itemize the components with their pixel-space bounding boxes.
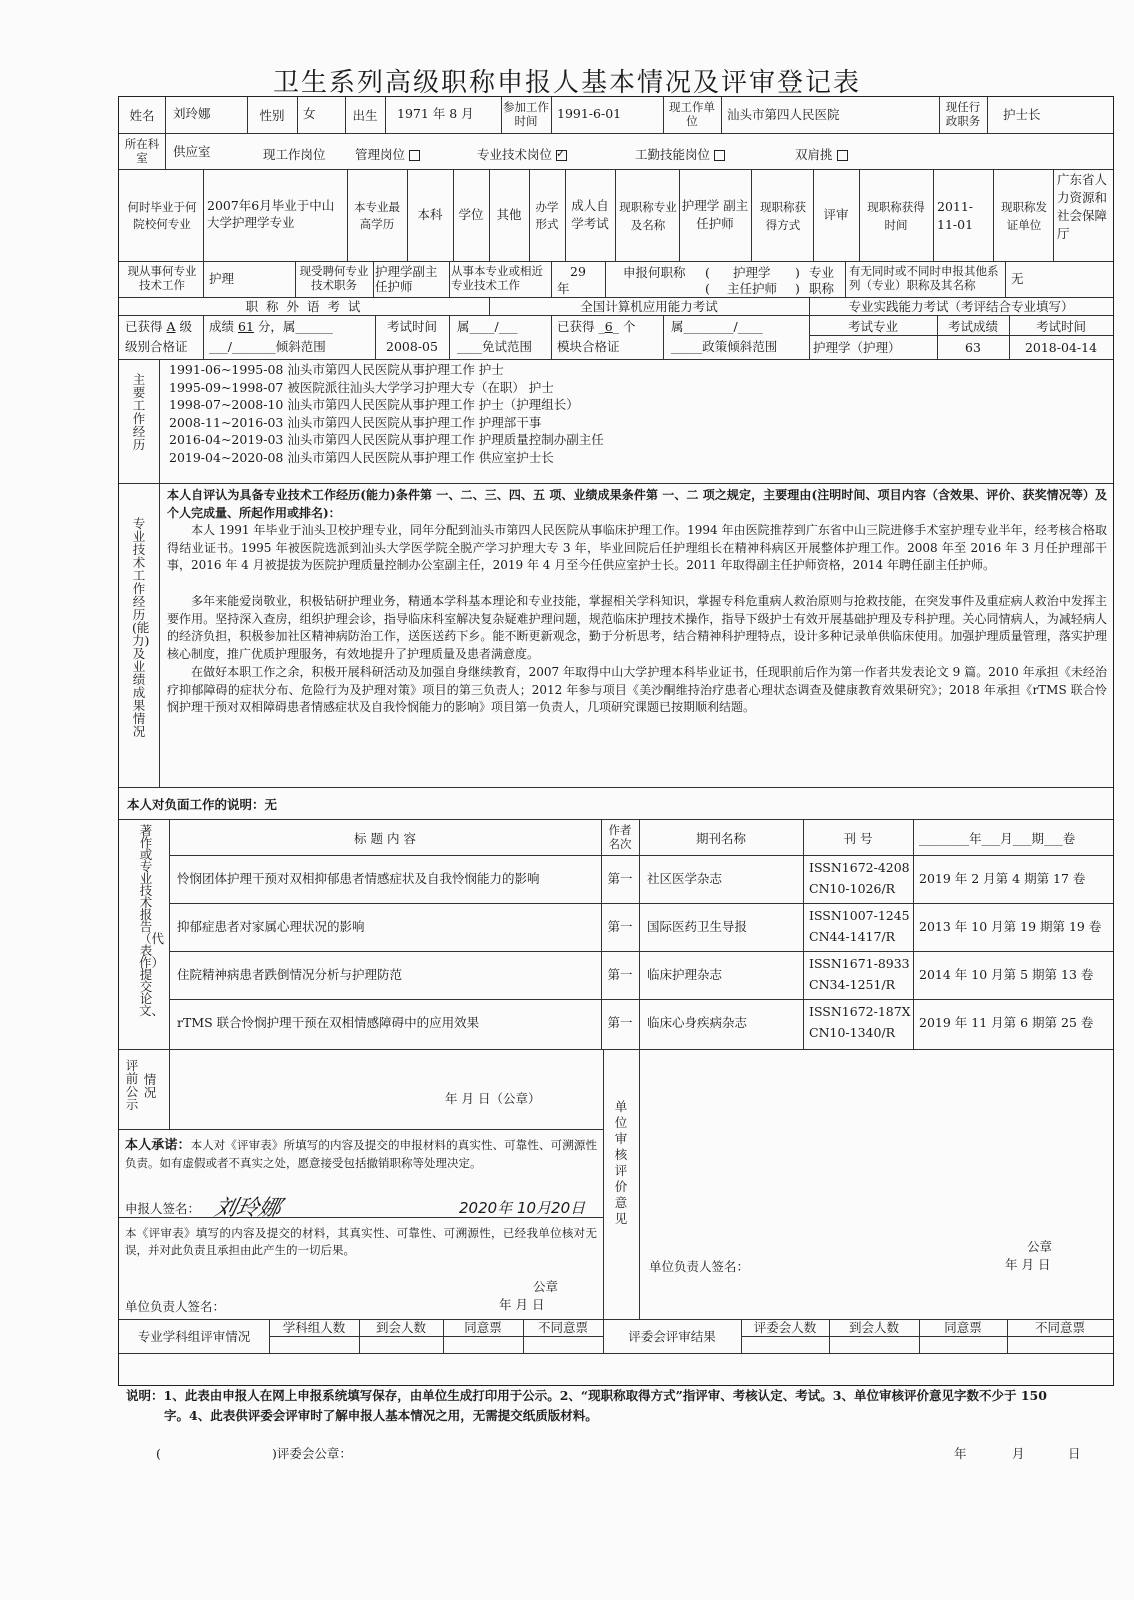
- group-review-col: 到会人数: [375, 1320, 426, 1335]
- divider: [119, 819, 1113, 820]
- lang-grade-level: A: [166, 319, 176, 334]
- divider: [603, 1049, 604, 1319]
- committee-review-label: 评委会评审结果: [628, 1329, 716, 1344]
- publicity-date: 年 月 日（公章）: [445, 1091, 541, 1106]
- obtain-method-value: 评审: [823, 207, 849, 222]
- papers-label: 著作或专业技术报告（代表作）提交论文、: [139, 823, 165, 1018]
- experience-item: 1998-07~2008-10 汕头市第四人民医院从事护理工作 护士（护理组长）: [169, 397, 579, 412]
- practice-major-label: 考试专业: [847, 319, 898, 334]
- divider: [159, 483, 160, 787]
- computer-modules: 已获得 _6_ 个: [557, 319, 636, 334]
- unit-review-seal: 公章: [1027, 1239, 1053, 1254]
- computer-policy-prefix: 属: [671, 319, 684, 334]
- other-series-value: 无: [1011, 271, 1024, 286]
- divider: [993, 169, 994, 261]
- post-option-label: 双肩挑: [795, 147, 833, 162]
- dept-value: 供应室: [173, 144, 211, 159]
- paper-header-issn: 刊 号: [843, 831, 873, 846]
- computer-exam-header: 全国计算机应用能力考试: [580, 299, 718, 314]
- apply-major-suffix: 专业: [809, 265, 835, 280]
- divider: [119, 787, 1113, 788]
- name-label: 姓名: [129, 108, 155, 123]
- divider: [639, 1049, 640, 1319]
- practice-time-label: 考试时间: [1035, 319, 1086, 334]
- divider: [385, 97, 386, 133]
- divider: [119, 261, 1113, 262]
- lang-tilt-label: 倾斜范围: [275, 339, 326, 354]
- graduation-value: 2007年6月毕业于中山大学护理学专业: [207, 198, 335, 230]
- divider: [295, 261, 296, 297]
- practice-exam-header: 专业实践能力考试（考评结合专业填写）: [848, 299, 1074, 314]
- computer-prefix: 已获得: [557, 319, 595, 334]
- divider: [501, 97, 502, 133]
- footer-year: 年: [954, 1446, 967, 1461]
- hired-value: 护理学副主任护师: [375, 264, 438, 294]
- footer-paren-open: (: [156, 1446, 161, 1461]
- experience-item: 2019-04~2020-08 汕头市第四人民医院从事护理工作 供应室护士长: [169, 449, 554, 465]
- committee-review-col: 同意票: [944, 1320, 982, 1335]
- birth-value: 1971 年 8 月: [397, 106, 474, 121]
- lang-exempt-label: 免试范围: [482, 339, 533, 354]
- divider: [679, 169, 680, 261]
- post-option-skilled[interactable]: [635, 147, 725, 162]
- apply-major-close: ): [795, 265, 800, 280]
- paper-title: 抑郁症患者对家属心理状况的影响: [177, 919, 365, 934]
- paper-header-rank: 作者名次: [608, 823, 632, 851]
- divider: [1053, 169, 1054, 261]
- paper-issn-secondary: CN10-1340/R: [809, 1025, 896, 1040]
- lang-grade: [125, 319, 192, 334]
- apply-title-open: (: [705, 281, 710, 296]
- divider: [987, 97, 988, 133]
- unit-review-label: 单位审核评价意见: [614, 1099, 628, 1226]
- checkbox-checked-icon[interactable]: [556, 150, 567, 161]
- post-option-technical[interactable]: [477, 147, 567, 162]
- issuer-value: 广东省人力资源和社会保障厅: [1057, 172, 1108, 241]
- divider: [203, 315, 204, 359]
- unit-review-sign-label: 单位负责人签名：: [649, 1259, 750, 1274]
- applicant-signature: 刘玲娜: [211, 1196, 284, 1221]
- experience-label: 主要工作经历: [132, 372, 146, 452]
- group-review-label: 专业学科组评审情况: [137, 1329, 251, 1344]
- applicant-sign-label: 申报人签名：: [125, 1201, 201, 1216]
- divider: [939, 97, 940, 133]
- divider: [721, 97, 722, 133]
- divider: [529, 169, 530, 261]
- post-label: 现工作岗位: [263, 147, 326, 162]
- divider: [119, 133, 1113, 134]
- computer-suffix: 个: [622, 319, 636, 334]
- unit-pledge-sign-label: 单位负责人签名：: [125, 1299, 226, 1314]
- notes-line: 字。4、此表供评委会评审时了解申报人基本情况之用，无需提交纸质版材料。: [164, 1408, 598, 1423]
- lang-grade-cert: 级别合格证: [125, 339, 188, 354]
- pledge-body: 本人对《评审表》所填写的内容及提交的申报材料的真实性、可靠性、可溯源性负责。如有虚假或者不真实之处，愿意接受包括撤销职称等处理决定。: [125, 1138, 597, 1170]
- divider: [169, 819, 170, 1049]
- applicant-sign-date: 2020年 10月20日: [459, 1199, 586, 1217]
- divider: [119, 359, 1113, 360]
- checkbox-icon[interactable]: [837, 150, 848, 161]
- divider: [347, 169, 348, 261]
- post-option-label: 管理岗位: [355, 147, 406, 162]
- paper-header-issue: ________年___月___期___卷: [919, 831, 1076, 846]
- committee-review-col: 不同意票: [1034, 1320, 1085, 1335]
- paper-issn-primary: ISSN1672-187X: [809, 1004, 911, 1019]
- apply-major-open: (: [705, 265, 710, 280]
- divider: [449, 315, 450, 359]
- divider: [639, 819, 640, 1049]
- issuer-label: 现职称发证单位: [1001, 200, 1047, 232]
- paper-issn-secondary: CN10-1026/R: [809, 881, 896, 896]
- practice-major-value: 护理学（护理）: [813, 340, 901, 355]
- divider: [119, 483, 1113, 484]
- experience-item: 2008-11~2016-03 汕头市第四人民医院从事护理工作 护理部干事: [169, 414, 542, 430]
- apply-label: 申报何职称: [623, 265, 686, 280]
- unit-pledge: 本《评审表》填写的内容及提交的材料，其真实性、可靠性、可溯源性，已经我单位核对无误，并对此负责且承担由此产生的一切后果。: [125, 1226, 597, 1257]
- dept-label: 所在科室: [124, 137, 160, 165]
- obtain-time-label: 现职称获得时间: [867, 200, 925, 232]
- post-option-dual[interactable]: [795, 147, 848, 162]
- experience-item: 2016-04~2019-03 汕头市第四人民医院从事护理工作 护理质量控制办副主任: [169, 432, 604, 447]
- lang-score-value: 61: [238, 319, 254, 334]
- group-review-col: 同意票: [464, 1320, 502, 1335]
- experience-list: [169, 361, 604, 466]
- other-series-label: 有无同时或不同时申报其他系列（专业）职称及其名称: [849, 264, 999, 292]
- lang-grade-prefix: 已获得: [125, 319, 163, 334]
- notes-line: 说明：1、此表由申报人在网上申报系统填写保存，由单位生成打印用于公示。2、“现职称取得方式”指评审、考核认定、考试。3、单位审核评价意见字数不少于 150: [126, 1388, 1047, 1403]
- divider: [119, 1353, 1113, 1354]
- divider: [373, 261, 374, 297]
- divider: [119, 1049, 1113, 1050]
- paper-rank: 第一: [607, 967, 633, 982]
- birth-label: 出生: [352, 108, 378, 123]
- paper-rank: 第一: [607, 871, 633, 886]
- footer-committee-seal: )评委会公章：: [272, 1446, 352, 1461]
- paper-issn: [809, 953, 910, 995]
- divider: [663, 97, 664, 133]
- paper-title: 怜悯团体护理干预对双相抑郁患者情感症状及自我怜悯能力的影响: [177, 871, 540, 886]
- apply-title-close: ): [795, 281, 800, 296]
- current-title-value: 护理学 副主任护师: [681, 198, 749, 231]
- checkbox-icon[interactable]: [714, 150, 725, 161]
- divider: [551, 315, 552, 359]
- name-value: 刘玲娜: [173, 106, 211, 121]
- practice-score-label: 考试成绩: [947, 319, 998, 334]
- degree-label: 学位: [458, 207, 484, 222]
- group-review-col: 不同意票: [537, 1320, 588, 1335]
- lang-time-label: 考试时间: [386, 319, 437, 334]
- divider: [449, 261, 450, 297]
- achievements-paragraph: 多年来能爱岗敬业，积极钻研护理业务，精通本学科基本理论和专业技能，掌握相关学科知识，掌握专科危重病人救治原则与抢救技能，在突发事件及重症病人救治中发挥主要作用。坚持深入查房，组织护理会诊，指导临床科室解决复杂疑难护理问题，规范临床护理技术操作，指导下级护士有效开展基础护理及专科护理。关心同情病人，为减轻病人的经济负担，积极参加社区精神病防治工作，送医送药下乡。能不断更新观念，勤于分析思考，结合精神科护理特点，设计多种记录单供临床使用。加强护理质量管理，落实护理核心制度，推广优质护理服务，有效地提升了护理质量及患者满意度。: [167, 594, 1107, 661]
- registration-form: [118, 96, 1114, 1386]
- computer-cert: 模块合格证: [557, 339, 620, 354]
- practice-time-value: 2018-04-14: [1024, 340, 1098, 355]
- divider: [615, 169, 616, 261]
- divider: [809, 335, 1113, 336]
- divider: [565, 169, 566, 261]
- paper-header-title: 标 题 内 容: [354, 831, 416, 846]
- divider: [859, 169, 860, 261]
- experience-item: 1995-09~1998-07 被医院派往汕头大学学习护理大专（在职） 护士: [169, 379, 554, 395]
- lang-grade-suffix: 级: [179, 319, 193, 334]
- paper-issn-secondary: CN34-1251/R: [809, 977, 896, 992]
- publicity-label: 评前公示: [125, 1058, 139, 1112]
- divider: [119, 169, 1113, 170]
- paper-issue: 2013 年 10 月第 19 期第 19 卷: [919, 919, 1102, 934]
- current-title-label: 现职称专业及名称: [619, 200, 677, 232]
- graduation-label: 何时毕业于何院校何专业: [127, 200, 197, 231]
- study-mode-label: 办学形式: [535, 200, 559, 231]
- unit-review-date: 年 月 日: [1005, 1257, 1051, 1272]
- lang-score-prefix: 成绩: [209, 319, 235, 334]
- pledge-heading: 本人承诺：: [125, 1138, 191, 1153]
- divider: [551, 97, 552, 133]
- divider: [165, 133, 166, 169]
- apply-title-suffix: 职称: [809, 281, 835, 296]
- paper-issue: 2014 年 10 月第 5 期第 13 卷: [919, 967, 1094, 982]
- lang-exempt: 属____/___: [457, 319, 518, 334]
- experience-item: 1991-06~1995-08 汕头市第四人民医院从事护理工作 护士: [169, 362, 504, 377]
- page-title: 卫生系列高级职称申报人基本情况及评审登记表: [272, 68, 861, 98]
- divider: [1005, 261, 1006, 297]
- education-value: 本科: [417, 207, 443, 222]
- paper-title: 住院精神病患者跌倒情况分析与护理防范: [177, 967, 403, 982]
- unit-value: 汕头市第四人民医院: [727, 107, 840, 122]
- work-start-label: 参加工作时间: [503, 100, 549, 128]
- divider: [845, 261, 846, 297]
- paper-issue: 2019 年 2 月第 4 期第 17 卷: [919, 871, 1086, 886]
- post-option-label: 工勤技能岗位: [635, 147, 711, 162]
- paper-issn-primary: ISSN1007-1245: [809, 908, 910, 923]
- divider: [119, 315, 1113, 316]
- divider: [741, 1336, 1113, 1337]
- divider: [751, 169, 752, 261]
- paper-rank: 第一: [607, 919, 633, 934]
- achievements-intro: 本人自评认为具备专业技术工作经历(能力)条件第 一、二、三、四、五 项、业绩成果条件第 一、二 项之规定，主要理由(注明时间、项目内容（含效果、评价、获奖情况等）及个人完成量、所起作用或排名)：: [167, 488, 1107, 520]
- degree-value: 其他: [496, 207, 522, 222]
- education-label: 本专业最高学历: [354, 200, 400, 231]
- publicity-label-b: 情况: [143, 1072, 157, 1100]
- paper-issn-primary: ISSN1672-4208: [809, 860, 910, 875]
- paper-title: rTMS 联合怜悯护理干预在双相情感障碍中的应用效果: [177, 1015, 480, 1030]
- achievements-label: 专业技术工作经历(能力)及业绩成果情况: [132, 516, 150, 739]
- unit-label: 现工作单位: [669, 100, 715, 128]
- computer-count: 6: [604, 319, 613, 334]
- paper-issn-secondary: CN44-1417/R: [809, 929, 896, 944]
- unit-pledge-seal: 公章: [533, 1279, 559, 1294]
- lang-score: 成绩 61 分，属______: [209, 319, 333, 334]
- paper-issue: 2019 年 11 月第 6 期第 25 卷: [919, 1015, 1094, 1030]
- years-unit: 年: [557, 281, 570, 296]
- divider: [165, 97, 166, 133]
- divider: [119, 1129, 603, 1130]
- lang-score-suffix: 分，属: [257, 319, 296, 334]
- post-option-management[interactable]: [355, 147, 420, 162]
- committee-review-col: 评委会人数: [753, 1320, 817, 1335]
- divider: [203, 169, 204, 261]
- years-value: 29: [570, 264, 586, 279]
- obtain-time-value: 2011-11-01: [937, 199, 974, 232]
- divider: [159, 359, 160, 483]
- paper-header-journal: 期刊名称: [695, 831, 746, 846]
- profession-label: 现从事何专业技术工作: [127, 264, 197, 292]
- computer-policy-range: _____政策倾斜范围: [671, 339, 778, 354]
- divider: [605, 261, 606, 297]
- lang-tilt: ___/_______倾斜范围: [209, 339, 326, 354]
- group-review-col: 学科组人数: [282, 1320, 346, 1335]
- achievements-paragraph: 在做好本职工作之余，积极开展科研活动及加强自身继续教育，2007 年取得中山大学护理本科毕业证书，任现职前后作为第一作者共发表论文 9 篇。2010 年承担《未经治疗抑郁障碍的症状分布、危险行为及护理对策》项目的第三负责人；2012 年参与项目《美沙酮维持治疗患者心理状态调查及健康教育效果研究》；2018 年承担《rTMS 联合怜悯护理干预对双相障碍患者情感症状及自我怜悯能力的影响》项目第一负责人，几项研究课题已按期顺利结题。: [167, 665, 1107, 714]
- lang-exempt-prefix: 属: [457, 319, 470, 334]
- divider: [169, 1049, 170, 1129]
- divider: [119, 297, 1113, 298]
- paper-journal: 社区医学杂志: [647, 871, 723, 886]
- divider: [913, 819, 914, 1049]
- study-mode-value: 成人自学考试: [571, 198, 609, 231]
- divider: [663, 315, 664, 359]
- paper-issn: [809, 905, 910, 947]
- lang-time-value: 2008-05: [386, 339, 438, 354]
- apply-title-value: 主任护师: [727, 281, 778, 296]
- divider: [297, 97, 298, 133]
- divider: [169, 903, 1113, 904]
- post-option-label: 专业技术岗位: [477, 147, 553, 162]
- divider: [269, 1336, 603, 1337]
- paper-journal: 临床护理杂志: [647, 967, 723, 982]
- paper-journal: 临床心身疾病杂志: [647, 1015, 748, 1030]
- committee-review-col: 到会人数: [848, 1320, 899, 1335]
- hired-label: 现受聘何专业技术职务: [299, 264, 369, 292]
- footer-month: 月: [1012, 1446, 1025, 1461]
- checkbox-icon[interactable]: [409, 150, 420, 161]
- negative-statement: 本人对负面工作的说明：无: [127, 797, 278, 812]
- unit-pledge-date: 年 月 日: [499, 1297, 545, 1312]
- work-start-value: 1991-6-01: [557, 106, 622, 121]
- apply-major-value: 护理学: [733, 265, 771, 280]
- footer-day: 日: [1068, 1446, 1081, 1461]
- admin-value: 护士长: [1003, 107, 1041, 122]
- divider: [169, 951, 1113, 952]
- gender-value: 女: [303, 106, 316, 121]
- paper-issn: [809, 857, 910, 899]
- years-label: 从事本专业或相近专业技术工作: [451, 264, 543, 292]
- divider: [933, 169, 934, 261]
- obtain-method-label: 现职称获得方式: [760, 200, 806, 232]
- computer-policy-label: 政策倾斜范围: [702, 339, 778, 354]
- gender-label: 性别: [259, 108, 285, 123]
- practice-score-value: 63: [965, 340, 981, 355]
- divider: [169, 855, 1113, 856]
- paper-issn-primary: ISSN1671-8933: [809, 956, 910, 971]
- paper-issn: [809, 1001, 911, 1043]
- divider: [169, 999, 1113, 1000]
- lang-exempt-range: ____免试范围: [457, 339, 533, 354]
- paper-journal: 国际医药卫生导报: [647, 919, 748, 934]
- computer-policy: 属________/____: [671, 319, 763, 334]
- achievements-paragraph: 本人 1991 年毕业于汕头卫校护理专业，同年分配到汕头市第四人民医院从事临床护理工作。1994 年由医院推荐到广东省中山三院进修手术室护理专业半年，经考核合格取得结业证书。1995 年被医院选派到汕头大学医学院全脱产学习护理大专 3 年，毕业回院后任护理组长在精神科病区开展整体护理工作。2008 年至 2016 年 3 月任护理部干事，2016 年 4 月被提拔为医院护理质量控制办公室副主任，2019 年 4 月至今任供应室护士长。2011 年取得副主任护师资格，2014 年聘任副主任护师。: [167, 523, 1107, 572]
- profession-value: 护理: [209, 271, 235, 286]
- divider: [803, 819, 804, 1049]
- paper-rank: 第一: [607, 1015, 633, 1030]
- applicant-pledge: [125, 1137, 597, 1171]
- admin-label: 现任行政职务: [945, 100, 981, 128]
- lang-exam-header: 职 称 外 语 考 试: [245, 299, 363, 314]
- divider: [203, 261, 204, 297]
